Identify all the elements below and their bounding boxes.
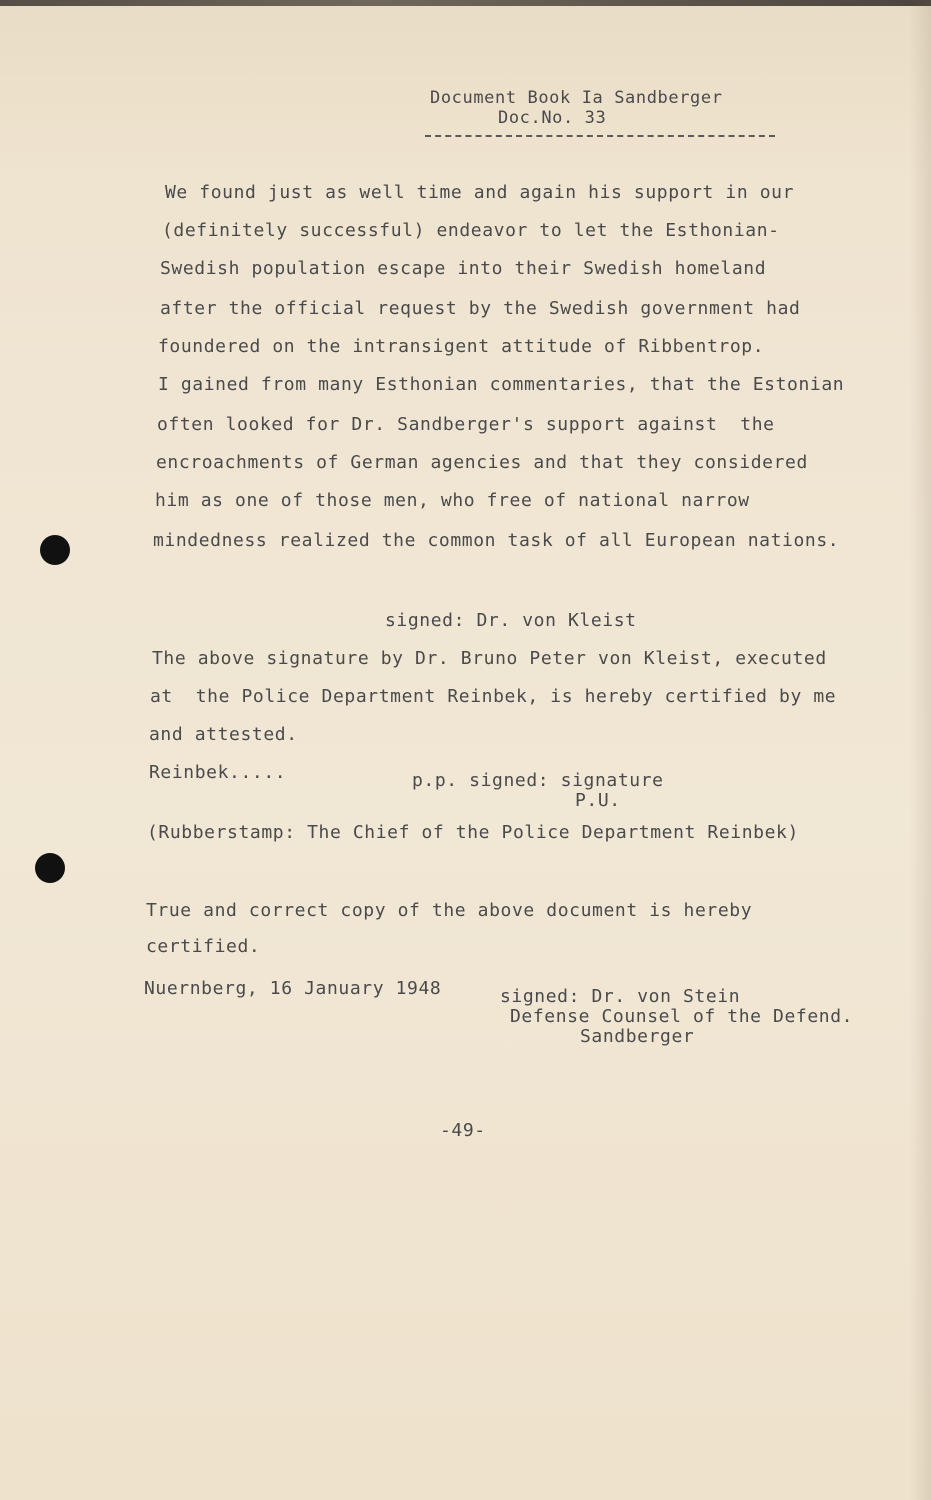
doc-number: Doc.No. 33 — [498, 108, 607, 128]
defendant-name: Sandberger — [580, 1026, 695, 1047]
page-right-edge — [909, 0, 931, 1500]
kleist-signature-line: signed: Dr. von Kleist — [385, 610, 637, 631]
body-line: (definitely successful) endeavor to let the Esthonian- — [162, 220, 780, 241]
body-line: foundered on the intransigent attitude of Ribbentrop. — [158, 336, 765, 357]
certification-line: at the Police Department Reinbek, is hereby certified by me — [150, 686, 837, 707]
defense-signature: signed: Dr. von Stein — [500, 986, 741, 1007]
copy-cert-line: True and correct copy of the above document is hereby — [146, 900, 753, 921]
punch-hole — [40, 535, 70, 565]
certification-place: Reinbek..... — [149, 762, 287, 783]
place-date: Nuernberg, 16 January 1948 — [144, 978, 442, 999]
certification-line: and attested. — [149, 724, 298, 745]
pp-initials: P.U. — [575, 790, 621, 811]
body-line: I gained from many Esthonian commentaries, that the Estonian — [158, 374, 845, 395]
punch-hole — [35, 853, 65, 883]
body-line: often looked for Dr. Sandberger's support against the — [157, 414, 775, 435]
doc-book-title: Document Book Ia Sandberger — [430, 88, 723, 108]
body-line: him as one of those men, who free of national narrow — [155, 490, 750, 511]
page-number: -49- — [440, 1120, 486, 1141]
body-line: Swedish population escape into their Swedish homeland — [160, 258, 767, 279]
header-dashed-rule — [425, 135, 775, 139]
pp-signature: p.p. signed: signature — [412, 770, 664, 791]
certification-line: The above signature by Dr. Bruno Peter von Kleist, executed — [152, 648, 827, 669]
copy-cert-line: certified. — [146, 936, 261, 957]
body-line: mindedness realized the common task of all European nations. — [153, 530, 840, 551]
page-top-edge — [0, 0, 931, 6]
defense-role: Defense Counsel of the Defend. — [510, 1006, 854, 1027]
rubberstamp-note: (Rubberstamp: The Chief of the Police Department Reinbek) — [147, 822, 799, 843]
body-line: We found just as well time and again his support in our — [165, 182, 795, 203]
body-line: after the official request by the Swedish government had — [160, 298, 801, 319]
body-line: encroachments of German agencies and that they considered — [156, 452, 808, 473]
